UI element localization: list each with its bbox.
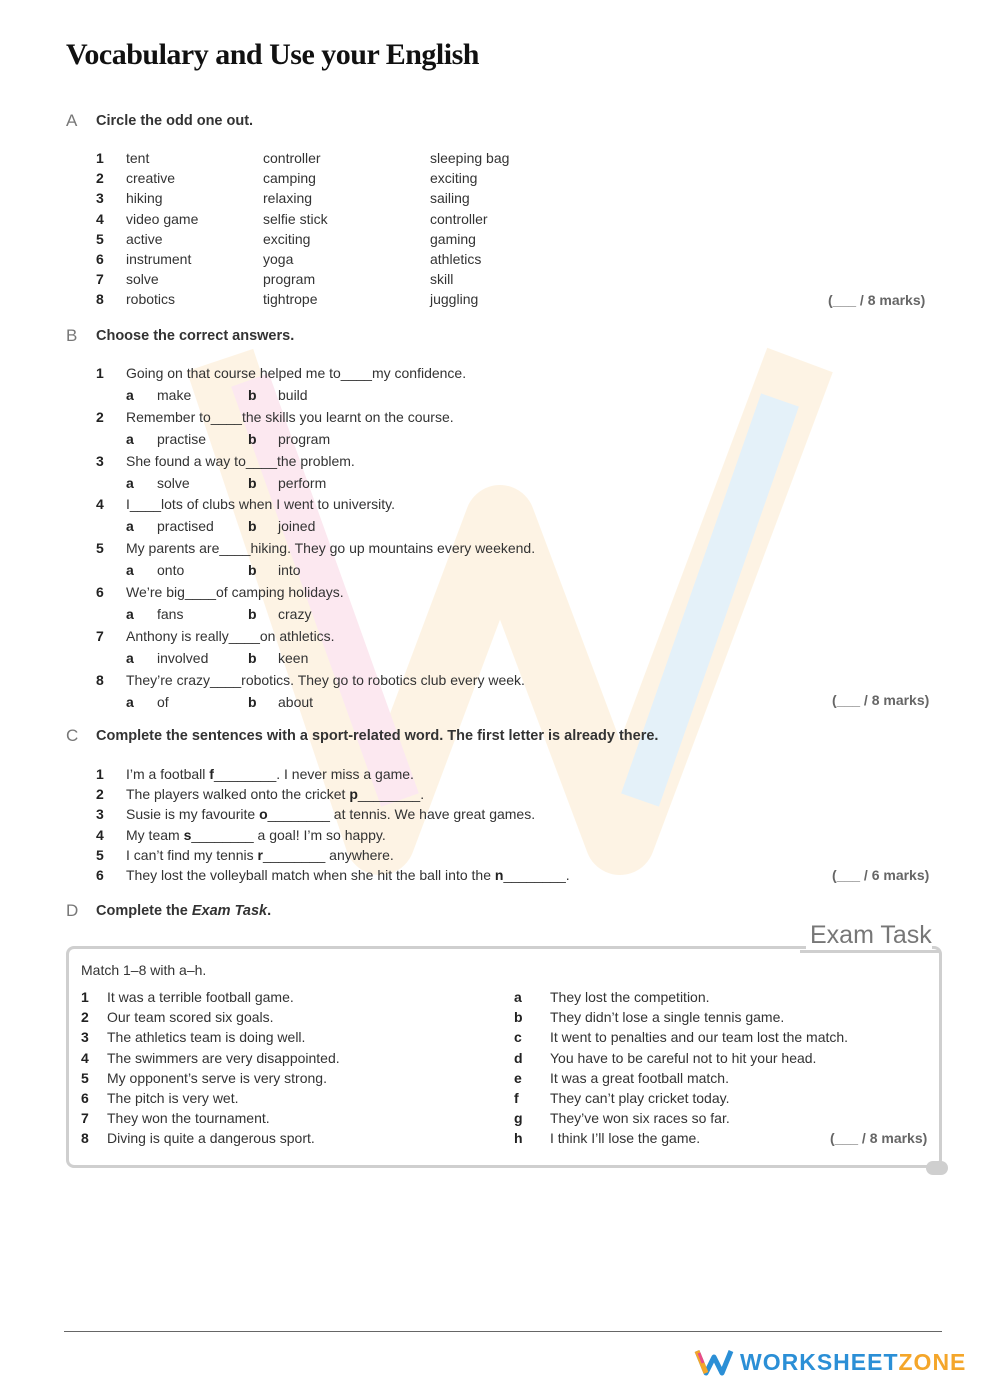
option-b-text: build bbox=[278, 387, 308, 403]
word-option: camping bbox=[263, 170, 316, 187]
word-option: controller bbox=[263, 150, 321, 166]
item-number: 6 bbox=[96, 251, 104, 267]
match-right-letter: h bbox=[514, 1130, 523, 1147]
option-b-text: keen bbox=[278, 649, 309, 666]
worksheetzone-logo bbox=[694, 1345, 966, 1379]
sentence-text bbox=[126, 786, 424, 802]
exam-instruction: Match 1–8 with a–h. bbox=[81, 962, 207, 978]
answer-blank: ________ bbox=[503, 867, 566, 883]
match-right-text: I think I’ll lose the game. bbox=[550, 1130, 701, 1147]
footer-rule bbox=[64, 1331, 942, 1332]
word-option: hiking bbox=[126, 190, 163, 207]
answer-blank: ________ bbox=[262, 846, 326, 863]
word-option: controller bbox=[430, 210, 488, 227]
match-right-letter: e bbox=[514, 1069, 522, 1086]
option-a-text: of bbox=[157, 693, 169, 710]
question-number: 7 bbox=[96, 627, 104, 644]
option-a-text: practise bbox=[157, 430, 207, 447]
sentence-number: 2 bbox=[96, 786, 104, 803]
option-b-label: b bbox=[248, 649, 257, 666]
section-d-letter: D bbox=[66, 901, 79, 920]
word-option: juggling bbox=[430, 291, 479, 308]
first-letter: f bbox=[209, 766, 214, 782]
word-option: athletics bbox=[430, 251, 482, 267]
question-text: I____lots of clubs when I went to university. bbox=[126, 496, 395, 513]
sentence-start: The players walked onto the cricket bbox=[126, 786, 350, 803]
first-letter: o bbox=[259, 806, 268, 823]
sentence-end: . bbox=[420, 786, 425, 803]
item-number: 7 bbox=[96, 271, 104, 288]
option-a-label: a bbox=[126, 562, 134, 579]
first-letter: p bbox=[349, 786, 358, 803]
item-number: 8 bbox=[96, 291, 104, 308]
word-option: selfie stick bbox=[263, 210, 328, 227]
item-number: 1 bbox=[96, 150, 104, 166]
option-a-label: a bbox=[126, 387, 134, 403]
option-b-text: joined bbox=[278, 518, 316, 535]
question-number: 5 bbox=[96, 540, 104, 557]
sentence-end: . bbox=[565, 867, 570, 883]
sentence-text bbox=[126, 827, 386, 843]
option-a-text: fans bbox=[157, 606, 184, 622]
sentence-start: They lost the volleyball match when she hit the ball into the bbox=[126, 867, 495, 883]
question-number: 6 bbox=[96, 584, 104, 600]
match-right-text: It was a great football match. bbox=[550, 1069, 729, 1086]
sentence-text bbox=[126, 867, 570, 883]
answer-blank: ________ bbox=[357, 786, 421, 803]
sentence-end: a goal! I’m so happy. bbox=[253, 826, 386, 843]
match-right-letter: a bbox=[514, 989, 522, 1005]
section-c-heading: Complete the sentences with a sport-related word. The first letter is already there. bbox=[96, 728, 659, 744]
sentence-end: . I never miss a game. bbox=[276, 766, 414, 782]
sentence-start: I can’t find my tennis bbox=[126, 846, 258, 863]
match-left-number: 1 bbox=[81, 989, 89, 1005]
sentence-text bbox=[126, 766, 414, 782]
word-option: robotics bbox=[126, 291, 176, 308]
section-a-marks: (___ / 8 marks) bbox=[828, 292, 926, 308]
match-left-number: 2 bbox=[81, 1009, 89, 1026]
exam-task-label: Exam Task bbox=[806, 921, 932, 950]
section-c-letter: C bbox=[66, 726, 79, 745]
question-number: 8 bbox=[96, 671, 104, 688]
item-number: 2 bbox=[96, 170, 104, 187]
option-a-label: a bbox=[126, 606, 134, 622]
sentence-end: at tennis. We have great games. bbox=[329, 806, 536, 823]
word-option: yoga bbox=[263, 251, 294, 267]
word-option: exciting bbox=[430, 170, 478, 187]
first-letter: n bbox=[494, 867, 504, 883]
word-option: solve bbox=[126, 271, 159, 288]
question-text: They’re crazy____robotics. They go to robotics club every week. bbox=[126, 671, 525, 688]
question-text: We’re big____of camping holidays. bbox=[126, 584, 344, 600]
option-b-label: b bbox=[248, 474, 257, 491]
match-right-text: You have to be careful not to hit your head. bbox=[550, 1049, 817, 1066]
section-b-heading: Choose the correct answers. bbox=[96, 328, 295, 344]
match-left-text: My opponent’s serve is very strong. bbox=[107, 1069, 327, 1086]
question-number: 1 bbox=[96, 365, 104, 381]
word-option: video game bbox=[126, 210, 199, 227]
option-b-label: b bbox=[248, 430, 257, 447]
match-left-number: 5 bbox=[81, 1069, 89, 1086]
page-title: Vocabulary and Use your English bbox=[66, 38, 479, 71]
question-text: Going on that course helped me to____my confidence. bbox=[126, 365, 467, 381]
first-letter: s bbox=[183, 826, 192, 843]
option-a-label: a bbox=[126, 518, 134, 535]
option-a-text: involved bbox=[157, 649, 209, 666]
match-left-text: The swimmers are very disappointed. bbox=[107, 1049, 340, 1066]
section-b-letter: B bbox=[66, 326, 78, 345]
section-c-marks: (___ / 6 marks) bbox=[832, 867, 930, 883]
word-option: gaming bbox=[430, 230, 476, 247]
item-number: 5 bbox=[96, 230, 104, 247]
section-d-marks: (___ / 8 marks) bbox=[830, 1130, 928, 1146]
sentence-number: 5 bbox=[96, 846, 104, 863]
logo-text-zone: ZONE bbox=[898, 1348, 967, 1375]
worksheetzone-w-icon bbox=[694, 1347, 734, 1377]
section-d-heading: Complete the Exam Task. bbox=[96, 903, 272, 919]
word-option: tightrope bbox=[263, 291, 318, 308]
match-right-text: They lost the competition. bbox=[550, 989, 710, 1005]
word-option: skill bbox=[430, 271, 454, 288]
match-left-number: 3 bbox=[81, 1029, 89, 1046]
exam-task-rule bbox=[800, 950, 940, 953]
option-a-label: a bbox=[126, 474, 134, 491]
section-a-heading: Circle the odd one out. bbox=[96, 113, 254, 129]
option-a-label: a bbox=[126, 430, 134, 447]
option-a-text: solve bbox=[157, 474, 190, 491]
word-option: tent bbox=[126, 150, 150, 166]
sentence-end: anywhere. bbox=[325, 846, 394, 863]
question-number: 3 bbox=[96, 452, 104, 469]
option-b-text: about bbox=[278, 693, 314, 710]
logo-text-worksheet: WORKSHEET bbox=[740, 1348, 899, 1375]
match-left-text: Diving is quite a dangerous sport. bbox=[107, 1130, 315, 1147]
word-option: relaxing bbox=[263, 190, 313, 207]
item-number: 4 bbox=[96, 210, 104, 227]
word-option: sailing bbox=[430, 190, 470, 207]
word-option: sleeping bag bbox=[430, 150, 510, 166]
sentence-number: 3 bbox=[96, 806, 104, 823]
question-text: She found a way to____the problem. bbox=[126, 452, 355, 469]
match-left-number: 7 bbox=[81, 1110, 89, 1127]
section-b-marks: (___ / 8 marks) bbox=[832, 692, 930, 708]
option-b-label: b bbox=[248, 693, 257, 710]
option-b-label: b bbox=[248, 606, 257, 622]
sentence-start: I’m a football bbox=[126, 766, 210, 782]
sentence-number: 4 bbox=[96, 826, 104, 843]
question-text: Anthony is really____on athletics. bbox=[126, 627, 335, 644]
answer-blank: ________ bbox=[267, 806, 330, 823]
option-a-text: practised bbox=[157, 518, 214, 535]
option-b-label: b bbox=[248, 518, 257, 535]
match-left-number: 6 bbox=[81, 1090, 89, 1106]
match-right-letter: c bbox=[514, 1029, 522, 1046]
question-number: 2 bbox=[96, 408, 104, 425]
match-right-letter: d bbox=[514, 1049, 523, 1066]
match-left-text: It was a terrible football game. bbox=[107, 989, 294, 1005]
match-right-text: They didn’t lose a single tennis game. bbox=[550, 1009, 785, 1026]
option-a-text: onto bbox=[157, 562, 185, 579]
question-text: Remember to____the skills you learnt on the course. bbox=[126, 408, 454, 425]
match-left-text: The athletics team is doing well. bbox=[107, 1029, 306, 1046]
sentence-start: My team bbox=[126, 826, 184, 843]
item-number: 3 bbox=[96, 190, 104, 207]
match-right-text: They’ve won six races so far. bbox=[550, 1110, 730, 1127]
sentence-start: Susie is my favourite bbox=[126, 806, 260, 823]
match-left-number: 4 bbox=[81, 1049, 89, 1066]
option-b-text: crazy bbox=[278, 606, 312, 622]
question-number: 4 bbox=[96, 496, 104, 513]
word-option: exciting bbox=[263, 230, 311, 247]
answer-blank: ________ bbox=[213, 766, 277, 782]
question-text: My parents are____hiking. They go up mountains every weekend. bbox=[126, 540, 536, 557]
option-a-label: a bbox=[126, 693, 134, 710]
word-option: instrument bbox=[126, 251, 192, 267]
option-a-label: a bbox=[126, 649, 134, 666]
first-letter: r bbox=[257, 846, 263, 863]
option-b-text: into bbox=[278, 562, 301, 579]
section-a-letter: A bbox=[66, 111, 78, 130]
match-right-letter: g bbox=[514, 1110, 523, 1127]
match-left-number: 8 bbox=[81, 1130, 89, 1147]
exam-task-end-cap bbox=[926, 1161, 948, 1175]
match-right-letter: b bbox=[514, 1009, 523, 1026]
match-left-text: Our team scored six goals. bbox=[107, 1009, 274, 1026]
match-right-letter: f bbox=[514, 1090, 519, 1106]
match-left-text: The pitch is very wet. bbox=[107, 1090, 239, 1106]
match-left-text: They won the tournament. bbox=[107, 1110, 270, 1127]
sentence-text bbox=[126, 847, 394, 863]
sentence-number: 1 bbox=[96, 766, 104, 782]
answer-blank: ________ bbox=[191, 826, 254, 843]
option-b-text: perform bbox=[278, 474, 327, 491]
option-b-label: b bbox=[248, 387, 257, 403]
match-right-text: It went to penalties and our team lost the match. bbox=[550, 1029, 849, 1046]
option-a-text: make bbox=[157, 387, 192, 403]
match-right-text: They can’t play cricket today. bbox=[550, 1090, 730, 1106]
word-option: active bbox=[126, 230, 163, 247]
option-b-label: b bbox=[248, 562, 257, 579]
word-option: creative bbox=[126, 170, 176, 187]
word-option: program bbox=[263, 271, 316, 288]
option-b-text: program bbox=[278, 430, 331, 447]
sentence-text bbox=[126, 806, 535, 822]
worksheetzone-wordmark bbox=[740, 1349, 966, 1376]
sentence-number: 6 bbox=[96, 867, 104, 883]
